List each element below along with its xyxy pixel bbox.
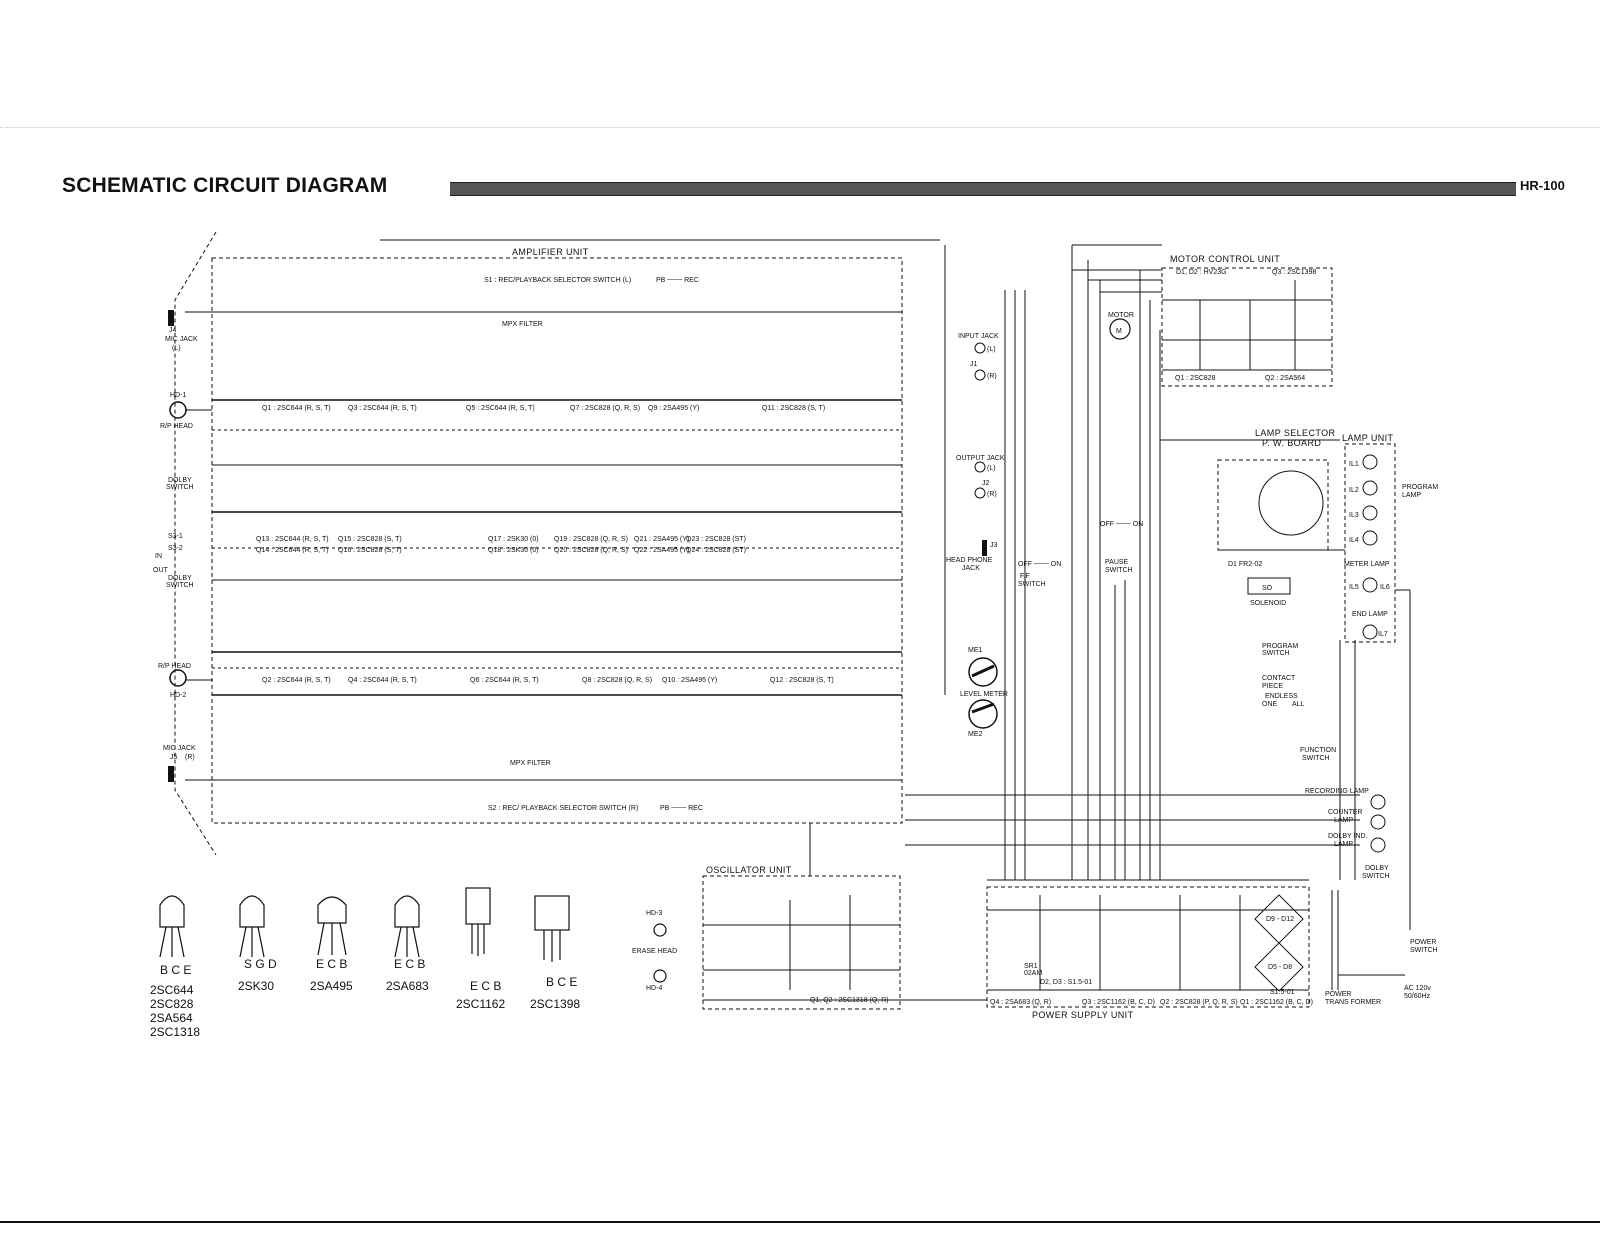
sr1-label-b: 02AM	[1024, 970, 1043, 977]
lamp-selector-disc	[1259, 471, 1323, 535]
dolby-switch-2-a: DOLBY	[168, 575, 192, 582]
ac-in-a: AC 120v	[1404, 985, 1431, 992]
lamp-il1	[1363, 455, 1377, 469]
row2-q23: Q23 : 2SC828 (ST)	[686, 536, 746, 543]
input-jack-l-icon	[975, 343, 985, 353]
lamp-il2-label: IL2	[1349, 487, 1359, 494]
pause-switch-b: SWITCH	[1105, 567, 1133, 574]
power-switch-a: POWER	[1410, 939, 1437, 946]
headphone-label-1: HEAD PHONE	[946, 557, 993, 564]
transformer-label-b: TRANS FORMER	[1325, 999, 1381, 1006]
mc-q1: Q1 : 2SC828	[1175, 375, 1216, 382]
row1-q9: Q9 : 2SA495 (Y)	[648, 405, 700, 412]
lamp-il1-label: IL1	[1349, 461, 1359, 468]
psu-q1: Q1 : 2SC1162 (B, C, D)	[1240, 999, 1314, 1006]
lamp-il3	[1363, 506, 1377, 520]
sr1-label-a: SR1	[1024, 963, 1038, 970]
mic-jack-r-j5: J5	[170, 754, 178, 761]
row3-q14: Q14 : 2SC644 (R, S, T)	[256, 547, 329, 554]
mic-jack-r-name: MIC JACK	[163, 745, 196, 752]
row2-q13: Q13 : 2SC644 (R, S, T)	[256, 536, 329, 543]
pinout-6-pins: B C E	[546, 975, 578, 989]
pinout-2-part: 2SK30	[238, 979, 275, 993]
erase-head-top-icon	[654, 924, 666, 936]
bridge-d9-d12-label: D9 - D12	[1266, 916, 1295, 923]
counter-lamp-icon	[1371, 815, 1385, 829]
psu-q3: Q3 : 2SC1162 (B, C, D)	[1082, 999, 1156, 1006]
lamp-il3-label: IL3	[1349, 512, 1359, 519]
row4-q2: Q2 : 2SC644 (R, S, T)	[262, 677, 331, 684]
mpx-filter-l: MPX FILTER	[502, 321, 543, 328]
pinout-1-part-4: 2SC1318	[150, 1025, 201, 1039]
power-supply-label: POWER SUPPLY UNIT	[1032, 1010, 1134, 1020]
row1-q3: Q3 : 2SC644 (R, S, T)	[348, 405, 417, 412]
lamp-il4	[1363, 531, 1377, 545]
dolby-lamp-b: LAMP	[1334, 841, 1354, 848]
output-jack-l-icon	[975, 462, 985, 472]
function-switch-b: SWITCH	[1302, 755, 1330, 762]
row4-q6: Q6 : 2SC644 (R, S, T)	[470, 677, 539, 684]
row2-q17: Q17 : 2SK30 (0)	[488, 536, 539, 543]
dolby-switch-1-a: DOLBY	[168, 477, 192, 484]
ff-switch-b: SWITCH	[1018, 581, 1046, 588]
lamp-il6-label: IL6	[1380, 584, 1390, 591]
row2-q21: Q21 : 2SA495 (Y)	[634, 536, 690, 543]
j2-label: J2	[982, 480, 990, 487]
erase-head-label: ERASE HEAD	[632, 948, 678, 955]
solenoid-symbol: SO	[1262, 585, 1273, 592]
dolby-switch-3-a: DOLBY	[1365, 865, 1389, 872]
rp-head-2-icon	[170, 670, 186, 686]
row2-q19: Q19 : 2SC828 (Q, R, S)	[554, 536, 628, 543]
row3-q16: Q16 : 2SC828 (S, T)	[338, 547, 402, 554]
input-right-label: (R)	[987, 373, 997, 380]
hd4-label: HD-4	[646, 985, 663, 992]
lamp-selector-board-label: P. W. BOARD	[1262, 438, 1322, 448]
erase-head-bottom-icon	[654, 970, 666, 982]
lamp-il2	[1363, 481, 1377, 495]
psu-q4: Q4 : 2SA683 (Q, R)	[990, 999, 1052, 1006]
s1-pb-rec: PB ─── REC	[656, 277, 699, 284]
bottom-rule	[0, 1221, 1600, 1223]
pinout-1-part-3: 2SA564	[150, 1011, 193, 1025]
row4-q4: Q4 : 2SC644 (R, S, T)	[348, 677, 417, 684]
row4-q8: Q8 : 2SC828 (Q, R, S)	[582, 677, 653, 684]
me2-label: ME2	[968, 731, 983, 738]
psu-q2: Q2 : 2SC828 (P, Q, R, S)	[1160, 999, 1238, 1006]
motor-label: MOTOR	[1108, 312, 1134, 319]
meter-lamp-label: METER LAMP	[1344, 561, 1390, 568]
lamp-il5	[1363, 578, 1377, 592]
dolby-s3-2: S3-2	[168, 545, 183, 552]
mic-jack-l-j4: J4	[169, 327, 177, 334]
pinout-3-part: 2SA495	[310, 979, 353, 993]
solenoid-diode: D1 FR2-02	[1228, 561, 1263, 568]
level-meter-label: LEVEL METER	[960, 691, 1008, 698]
lamp-il4-label: IL4	[1349, 537, 1359, 544]
rp-head-2-id: HD-2	[170, 692, 187, 699]
row1-q5: Q5 : 2SC644 (R, S, T)	[466, 405, 535, 412]
dolby-s3-1: S3-1	[168, 533, 183, 540]
pkg-2sc1398	[535, 896, 569, 930]
mpx-filter-r: MPX FILTER	[510, 760, 551, 767]
pinout-1-part-1: 2SC644	[150, 983, 194, 997]
row3-q18: Q18 : 2SK30 (0)	[488, 547, 539, 554]
bridge-part: S1.5-01	[1270, 989, 1295, 996]
pinout-5-pins: E C B	[470, 979, 502, 993]
program-switch-a: PROGRAM	[1262, 643, 1299, 650]
row4-q10: Q10 : 2SA495 (Y)	[662, 677, 718, 684]
j3-label: J3	[990, 542, 998, 549]
contact-piece-a: CONTACT	[1262, 675, 1296, 682]
lamp-unit-label: LAMP UNIT	[1342, 433, 1394, 443]
rp-head-1-id: HD-1	[170, 392, 187, 399]
meter-needle-2	[972, 704, 994, 712]
pkg-2sa683	[395, 896, 419, 927]
motor-letter: M	[1116, 328, 1122, 335]
mic-jack-r-icon	[168, 766, 174, 782]
oscillator-unit-label: OSCILLATOR UNIT	[706, 865, 792, 875]
rp-head-2-name: R/P HEAD	[158, 663, 191, 670]
mic-jack-l-name: MIC JACK	[165, 336, 198, 343]
amplifier-unit-label: AMPLIFIER UNIT	[512, 247, 589, 257]
amp-frame-outline	[175, 232, 216, 855]
all-label: ALL	[1292, 701, 1305, 708]
power-switch-b: SWITCH	[1410, 947, 1438, 954]
program-lamp-a: PROGRAM	[1402, 484, 1439, 491]
mc-diodes: D1, D2 : HV23G	[1176, 269, 1227, 276]
pinout-4-part: 2SA683	[386, 979, 429, 993]
power-supply-box	[987, 887, 1309, 1007]
ff-off-on: OFF ─── ON	[1018, 561, 1062, 568]
osc-transistors: Q1, Q2 : 2SC1318 (Q, R)	[810, 997, 889, 1004]
me1-label: ME1	[968, 647, 983, 654]
motor-control-label: MOTOR CONTROL UNIT	[1170, 254, 1281, 264]
output-left-label: (L)	[987, 465, 996, 472]
pinout-4-pins: E C B	[394, 957, 426, 971]
pinout-3-pins: E C B	[316, 957, 348, 971]
pinout-5-part: 2SC1162	[456, 997, 506, 1011]
transformer-label-a: POWER	[1325, 991, 1352, 998]
s2-pb-rec: PB ─── REC	[660, 805, 703, 812]
row3-q22: Q22 : 2SA495 (Y)	[634, 547, 690, 554]
s2-label: S2 : REC/ PLAYBACK SELECTOR SWITCH (R)	[488, 805, 639, 812]
lamp-il5-label: IL5	[1349, 584, 1359, 591]
row1-q7: Q7 : 2SC828 (Q, R, S)	[570, 405, 641, 412]
dolby-switch-2-b: SWITCH	[166, 582, 194, 589]
pinout-1-part-2: 2SC828	[150, 997, 194, 1011]
mic-jack-r-side: (R)	[185, 754, 195, 761]
input-jack-label: INPUT JACK	[958, 333, 999, 340]
solenoid-label: SOLENOID	[1250, 600, 1287, 607]
recording-lamp-label: RECORDING LAMP	[1305, 788, 1369, 795]
counter-lamp-a: COUNTER	[1328, 809, 1363, 816]
row1-q1: Q1 : 2SC644 (R, S, T)	[262, 405, 331, 412]
row4-q12: Q12 : 2SC828 (S, T)	[770, 677, 834, 684]
dolby-out: OUT	[153, 567, 168, 574]
psu-diodes: D2, D3 : S1.5-01	[1040, 979, 1093, 986]
one-label: ONE	[1262, 701, 1278, 708]
lamp-selector-box	[1218, 460, 1328, 550]
dolby-in: IN	[155, 553, 162, 560]
mc-q3: Q3 : 2SC1398	[1272, 269, 1317, 276]
function-switch-a: FUNCTION	[1300, 747, 1337, 754]
motor-control-box	[1162, 268, 1332, 386]
row3-q24: Q24 : 2SC828 (ST)	[686, 547, 746, 554]
endless-label: ENDLESS	[1265, 693, 1298, 700]
row1-q11: Q11 : 2SC828 (S, T)	[762, 405, 826, 412]
pkg-2sc644	[160, 896, 184, 927]
row3-q20: Q20 : 2SC828 (Q, R, S)	[554, 547, 628, 554]
mic-jack-l-side: (L)	[172, 345, 181, 352]
counter-lamp-b: LAMP	[1334, 817, 1354, 824]
lamp-il7-label: IL7	[1378, 631, 1388, 638]
pinout-1-pins: B C E	[160, 963, 192, 977]
output-jack-label: OUTPUT JACK	[956, 455, 1005, 462]
j1-label: J1	[970, 361, 978, 368]
page-title: SCHEMATIC CIRCUIT DIAGRAM	[62, 174, 388, 197]
program-lamp-b: LAMP	[1402, 492, 1422, 499]
input-jack-r-icon	[975, 370, 985, 380]
row2-q15: Q15 : 2SC828 (S, T)	[338, 536, 402, 543]
dolby-switch-3-b: SWITCH	[1362, 873, 1390, 880]
contact-piece-b: PIECE	[1262, 683, 1284, 690]
headphone-jack-icon	[982, 540, 987, 556]
headphone-label-2: JACK	[962, 565, 980, 572]
bridge-d5-d8-label: D5 - D8	[1268, 964, 1293, 971]
pinout-2-pins: S G D	[244, 957, 277, 971]
lamp-selector-label: LAMP SELECTOR	[1255, 428, 1336, 438]
ff-switch-a: F.F	[1020, 573, 1030, 580]
dolby-lamp-icon	[1371, 838, 1385, 852]
s1-label: S1 : REC/PLAYBACK SELECTOR SWITCH (L)	[484, 277, 632, 284]
pkg-2sk30	[240, 896, 264, 927]
pause-off-on: OFF ─── ON	[1100, 521, 1144, 528]
end-lamp-label: END LAMP	[1352, 611, 1388, 618]
hd3-label: HD-3	[646, 910, 663, 917]
output-right-label: (R)	[987, 491, 997, 498]
ac-in-b: 50/60Hz	[1404, 993, 1431, 1000]
mc-q2: Q2 : 2SA564	[1265, 375, 1306, 382]
meter-needle-1	[972, 666, 994, 676]
pinout-6-part: 2SC1398	[530, 997, 581, 1011]
input-left-label: (L)	[987, 346, 996, 353]
transistor-packages	[160, 888, 569, 962]
model-number: HR-100	[1520, 178, 1565, 193]
recording-lamp-icon	[1371, 795, 1385, 809]
dolby-lamp-a: DOLBY IND.	[1328, 833, 1368, 840]
mic-jack-l-icon	[168, 310, 174, 326]
pause-switch-a: PAUSE	[1105, 559, 1129, 566]
oscillator-unit-box	[703, 876, 900, 1009]
dolby-switch-1-b: SWITCH	[166, 484, 194, 491]
rp-head-1-icon	[170, 402, 186, 418]
pkg-2sc1162	[466, 888, 490, 924]
rp-head-1-name: R/P HEAD	[160, 423, 193, 430]
lamp-il7	[1363, 625, 1377, 639]
program-switch-b: SWITCH	[1262, 650, 1290, 657]
output-jack-r-icon	[975, 488, 985, 498]
pkg-2sa495	[318, 897, 346, 923]
